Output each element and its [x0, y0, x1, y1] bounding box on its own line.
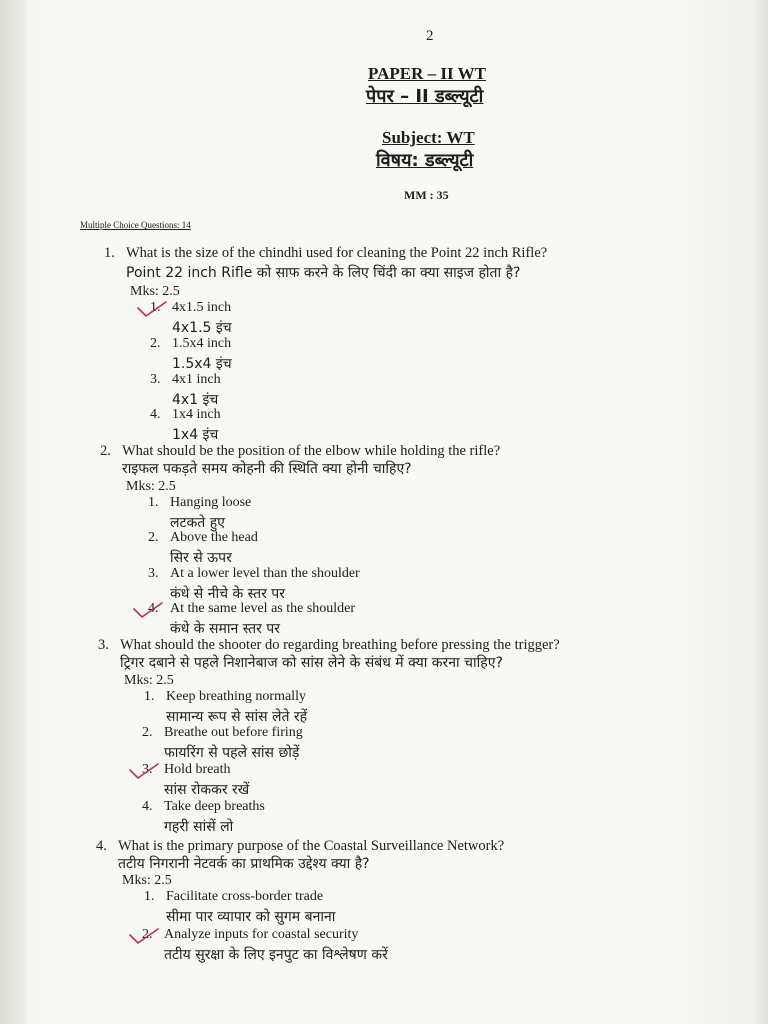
q1-option-3-number: 3. — [150, 372, 161, 387]
question-2-number: 2. — [100, 443, 111, 459]
q1-option-2-hindi: 1.5x4 इंच — [172, 356, 232, 372]
q4-option-2-english: Analyze inputs for coastal security — [164, 927, 359, 942]
question-1-number: 1. — [104, 245, 115, 261]
tick-stroke — [138, 302, 166, 316]
q4-option-1-number: 1. — [144, 889, 155, 904]
q1-option-4-number: 4. — [150, 407, 161, 422]
section-heading: Multiple Choice Questions: 14 — [80, 220, 191, 230]
q2-option-2-english: Above the head — [170, 530, 258, 545]
tick-stroke — [134, 603, 162, 617]
q3-option-3-english: Hold breath — [164, 762, 231, 777]
q3-option-4-hindi: गहरी सांसें लो — [164, 819, 234, 835]
q4-option-2-hindi: तटीय सुरक्षा के लिए इनपुट का विश्लेषण करें — [164, 947, 388, 963]
q3-option-4-number: 4. — [142, 799, 153, 814]
q2-option-2-number: 2. — [148, 530, 159, 545]
question-4-text-english: What is the primary purpose of the Coastal Surveillance Network? — [118, 838, 505, 854]
q3-answer-tick-mark — [128, 762, 168, 782]
question-2-text-english: What should be the position of the elbow while holding the rifle? — [122, 443, 501, 459]
q2-option-1-hindi: लटकते हुए — [170, 515, 225, 531]
question-4-text-hindi: तटीय निगरानी नेटवर्क का प्राथमिक उद्देश्य क्या है? — [118, 856, 370, 872]
q2-option-4-number: 4. — [148, 601, 159, 616]
q3-option-4-english: Take deep breaths — [164, 799, 265, 814]
q1-option-1-english: 4x1.5 inch — [172, 300, 232, 315]
q2-option-2-hindi: सिर से ऊपर — [170, 550, 232, 566]
q1-option-1-hindi: 4x1.5 इंच — [172, 320, 232, 336]
question-3-text-english: What should the shooter do regarding breathing before pressing the trigger? — [120, 637, 560, 653]
q4-option-1-hindi: सीमा पार व्यापार को सुगम बनाना — [166, 909, 336, 925]
tick-stroke — [130, 929, 158, 943]
page-number: 2 — [426, 28, 434, 44]
q1-option-2-number: 2. — [150, 336, 161, 351]
question-3-text-hindi: ट्रिगर दबाने से पहले निशानेबाज को सांस लेने के संबंध में क्या करना चाहिए? — [120, 655, 503, 671]
subject-english: Subject: WT — [382, 128, 475, 147]
q1-option-3-hindi: 4x1 इंच — [172, 392, 219, 408]
q3-option-3-number: 3. — [142, 762, 153, 777]
q2-answer-tick-mark — [132, 601, 172, 621]
q2-option-1-number: 1. — [148, 495, 159, 510]
question-1-marks: Mks: 2.5 — [130, 284, 180, 299]
question-3-marks: Mks: 2.5 — [124, 673, 174, 688]
question-2-marks: Mks: 2.5 — [126, 479, 176, 494]
q3-option-3-hindi: सांस रोककर रखें — [164, 782, 250, 798]
q1-option-1-number: 1. — [150, 300, 161, 315]
q1-option-2-english: 1.5x4 inch — [172, 336, 232, 351]
max-marks: MM : 35 — [404, 188, 449, 202]
q3-option-1-number: 1. — [144, 689, 155, 704]
q3-option-2-english: Breathe out before firing — [164, 725, 303, 740]
question-1-text-hindi: Point 22 inch Rifle को साफ करने के लिए चिंदी का क्या साइज होता है? — [126, 265, 521, 281]
q4-answer-tick-mark — [128, 927, 168, 947]
q2-option-1-english: Hanging loose — [170, 495, 252, 510]
q1-answer-tick-mark — [136, 300, 176, 320]
q2-option-3-english: At a lower level than the shoulder — [170, 566, 360, 581]
q3-option-1-hindi: सामान्य रूप से सांस लेते रहें — [166, 709, 308, 725]
q4-option-2-number: 2. — [142, 927, 153, 942]
paper-title-english: PAPER – II WT — [368, 64, 486, 83]
binding-shadow — [0, 0, 26, 1024]
q2-option-4-english: At the same level as the shoulder — [170, 601, 356, 616]
tick-stroke — [130, 764, 158, 778]
q4-option-1-english: Facilitate cross-border trade — [166, 889, 324, 904]
q2-option-3-number: 3. — [148, 566, 159, 581]
q3-option-2-number: 2. — [142, 725, 153, 740]
q2-option-4-hindi: कंधे के समान स्तर पर — [170, 621, 280, 637]
page-edge-shadow — [754, 0, 768, 1024]
q2-option-3-hindi: कंधे से नीचे के स्तर पर — [170, 586, 285, 602]
q3-option-2-hindi: फायरिंग से पहले सांस छोड़ें — [164, 745, 300, 761]
question-4-marks: Mks: 2.5 — [122, 873, 172, 888]
q1-option-3-english: 4x1 inch — [172, 372, 221, 387]
paper-title-hindi: पेपर – II डब्ल्यूटी — [366, 86, 484, 107]
q1-option-4-hindi: 1x4 इंच — [172, 427, 219, 443]
q1-option-4-english: 1x4 inch — [172, 407, 221, 422]
question-3-number: 3. — [98, 637, 109, 653]
question-1-text-english: What is the size of the chindhi used for cleaning the Point 22 inch Rifle? — [126, 245, 548, 261]
subject-hindi: विषय: डब्ल्यूटी — [376, 150, 474, 171]
q3-option-1-english: Keep breathing normally — [166, 689, 306, 704]
question-2-text-hindi: राइफल पकड़ते समय कोहनी की स्थिति क्या होनी चाहिए? — [122, 461, 412, 477]
question-4-number: 4. — [96, 838, 107, 854]
